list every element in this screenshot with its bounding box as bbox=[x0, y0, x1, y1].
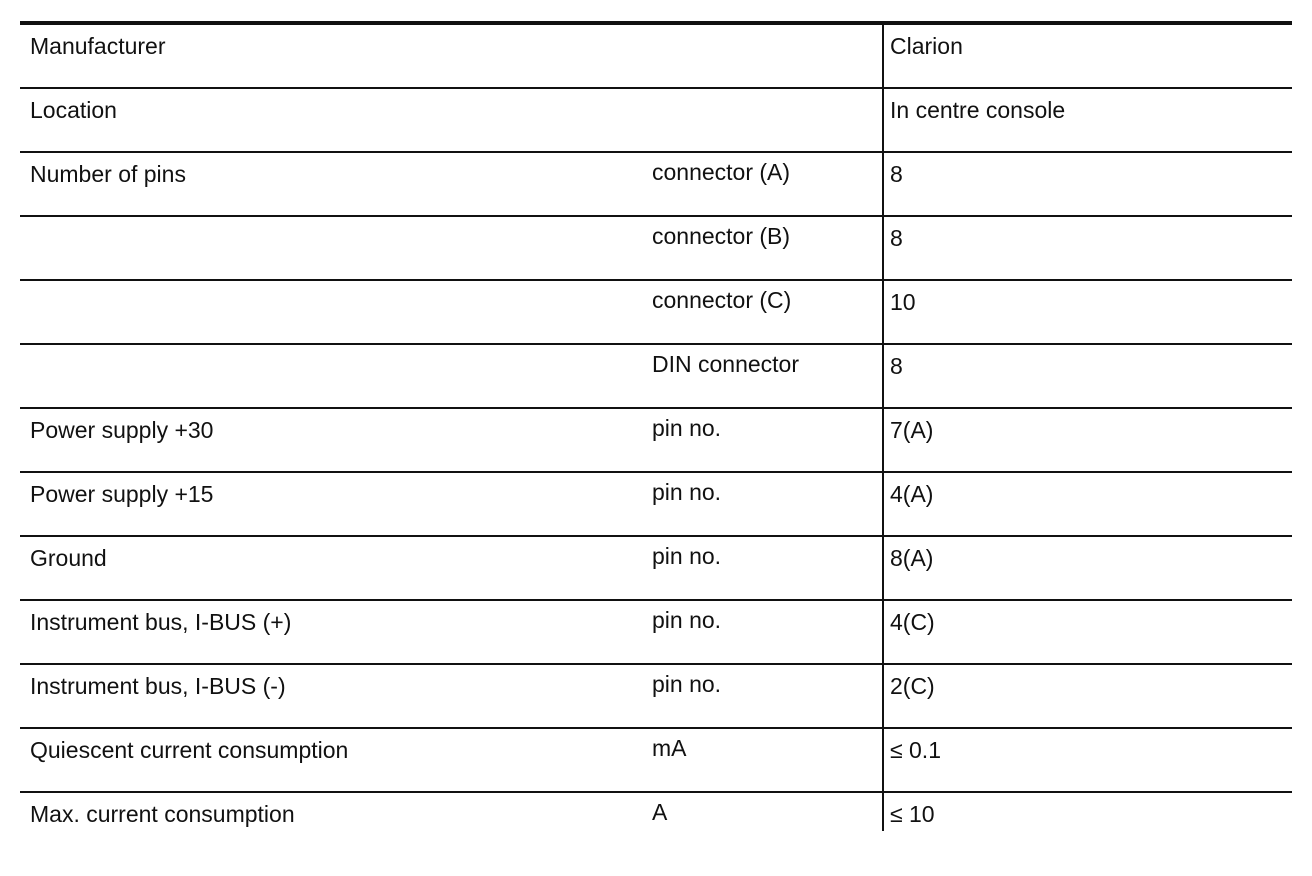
unit-cell: mA bbox=[652, 735, 687, 761]
value-cell: 8(A) bbox=[890, 545, 934, 571]
table-row bbox=[20, 793, 1292, 831]
table-row bbox=[20, 345, 1292, 409]
unit-cell: A bbox=[652, 799, 668, 825]
value-cell: ≤ 0.1 bbox=[890, 737, 941, 763]
value-cell: 8 bbox=[890, 161, 903, 187]
value-cell: 4(C) bbox=[890, 609, 935, 635]
column-divider bbox=[882, 153, 884, 215]
parameter-cell: Location bbox=[30, 97, 117, 123]
unit-cell: connector (B) bbox=[652, 223, 791, 249]
column-divider bbox=[882, 793, 884, 831]
table-row bbox=[20, 601, 1292, 665]
column-divider bbox=[882, 89, 884, 151]
value-cell: Clarion bbox=[890, 33, 963, 59]
value-cell: 4(A) bbox=[890, 481, 934, 507]
parameter-cell: Ground bbox=[30, 545, 107, 571]
column-divider bbox=[882, 25, 884, 87]
unit-cell: pin no. bbox=[652, 479, 722, 505]
value-cell: 8 bbox=[890, 353, 903, 379]
column-divider bbox=[882, 281, 884, 343]
parameter-cell: Number of pins bbox=[30, 161, 186, 187]
parameter-cell: Instrument bus, I-BUS (+) bbox=[30, 609, 292, 635]
table-row bbox=[20, 89, 1292, 153]
table-row bbox=[20, 281, 1292, 345]
value-cell: 7(A) bbox=[890, 417, 934, 443]
column-divider bbox=[882, 473, 884, 535]
column-divider bbox=[882, 601, 884, 663]
column-divider bbox=[882, 217, 884, 279]
value-cell: 10 bbox=[890, 289, 916, 315]
column-divider bbox=[882, 345, 884, 407]
spec-table bbox=[20, 21, 1292, 831]
column-divider bbox=[882, 729, 884, 791]
column-divider bbox=[882, 665, 884, 727]
parameter-cell: Power supply +15 bbox=[30, 481, 214, 507]
unit-cell: connector (A) bbox=[652, 159, 791, 185]
unit-cell: pin no. bbox=[652, 671, 722, 697]
table-row bbox=[20, 729, 1292, 793]
parameter-cell: Power supply +30 bbox=[30, 417, 214, 443]
table-row bbox=[20, 665, 1292, 729]
column-divider bbox=[882, 409, 884, 471]
unit-cell: pin no. bbox=[652, 543, 722, 569]
table-row bbox=[20, 25, 1292, 89]
value-cell: In centre console bbox=[890, 97, 1066, 123]
table-row bbox=[20, 537, 1292, 601]
unit-cell: DIN connector bbox=[652, 351, 800, 377]
parameter-cell: Instrument bus, I-BUS (-) bbox=[30, 673, 286, 699]
parameter-cell: Quiescent current consumption bbox=[30, 737, 349, 763]
table-row bbox=[20, 409, 1292, 473]
unit-cell: pin no. bbox=[652, 415, 722, 441]
table-row bbox=[20, 473, 1292, 537]
value-cell: 2(C) bbox=[890, 673, 935, 699]
value-cell: ≤ 10 bbox=[890, 801, 935, 827]
table-row bbox=[20, 153, 1292, 217]
parameter-cell: Max. current consumption bbox=[30, 801, 295, 827]
parameter-cell: Manufacturer bbox=[30, 33, 166, 59]
column-divider bbox=[882, 537, 884, 599]
unit-cell: connector (C) bbox=[652, 287, 792, 313]
value-cell: 8 bbox=[890, 225, 903, 251]
table-row bbox=[20, 217, 1292, 281]
unit-cell: pin no. bbox=[652, 607, 722, 633]
